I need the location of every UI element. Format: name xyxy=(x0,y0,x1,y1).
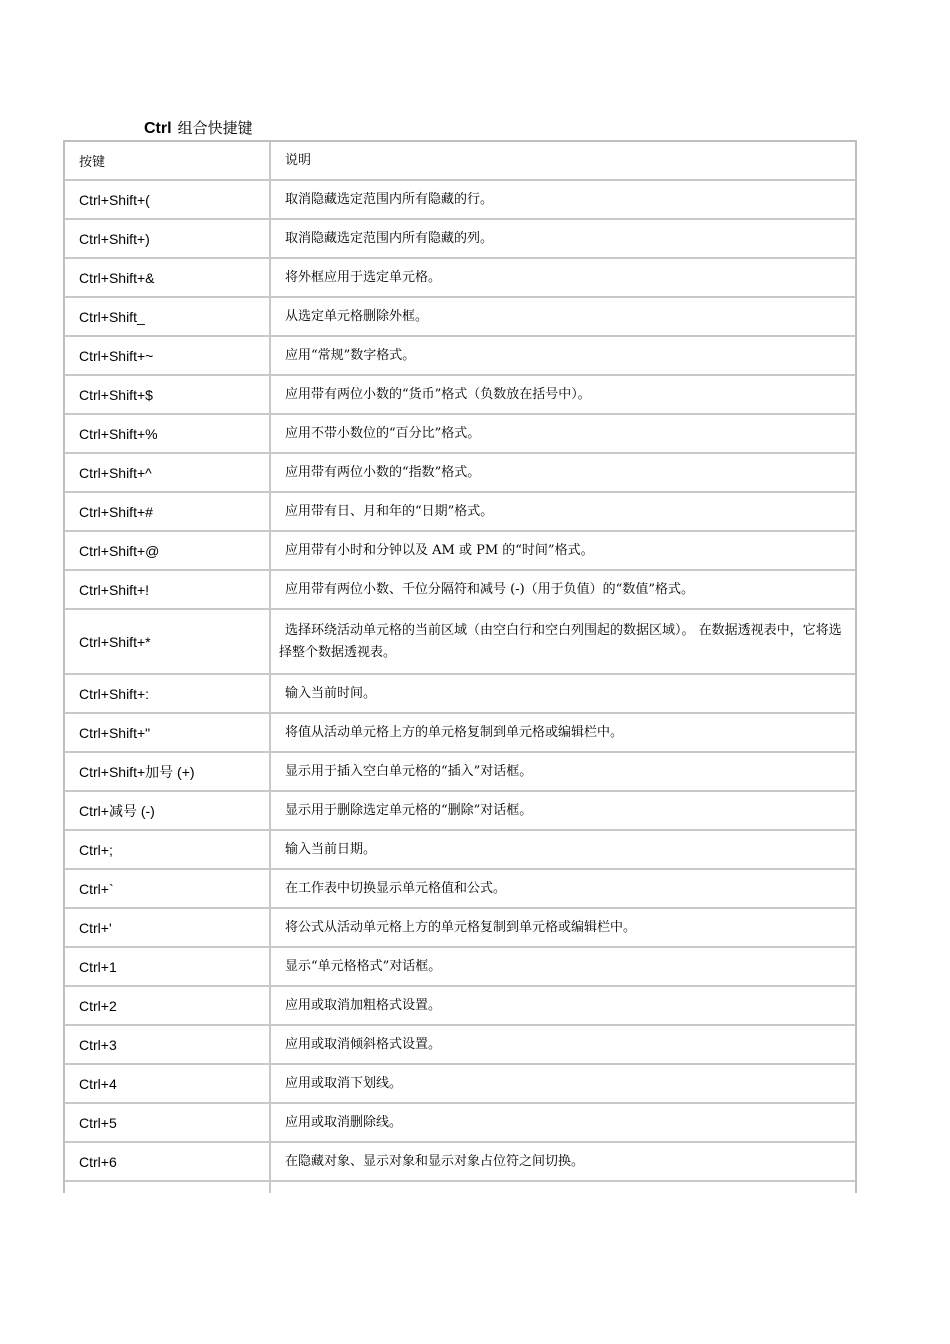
row-desc: 选择环绕活动单元格的当前区域（由空白行和空白列围起的数据区域）。 在数据透视表中，它将选择整个数据透视表。 xyxy=(271,610,855,675)
title-subtitle: 组合快捷键 xyxy=(177,119,253,137)
table-row xyxy=(65,454,855,493)
row-key: Ctrl+5 xyxy=(65,1104,271,1143)
row-desc: 应用不带小数位的“百分比”格式。 xyxy=(271,415,855,454)
title-ctrl: Ctrl xyxy=(144,120,172,137)
row-desc: 应用或取消加粗格式设置。 xyxy=(271,987,855,1026)
row-desc: 将公式从活动单元格上方的单元格复制到单元格或编辑栏中。 xyxy=(271,909,855,948)
row-desc: 应用带有小时和分钟以及 AM 或 PM 的“时间”格式。 xyxy=(271,532,855,571)
table-row xyxy=(65,714,855,753)
table-row xyxy=(65,870,855,909)
table-row xyxy=(65,1143,855,1182)
row-key: Ctrl+3 xyxy=(65,1026,271,1065)
row-desc: 将值从活动单元格上方的单元格复制到单元格或编辑栏中。 xyxy=(271,714,855,753)
shortcut-table xyxy=(63,140,857,1193)
table-row xyxy=(65,181,855,220)
row-key: Ctrl+Shift+& xyxy=(65,259,271,298)
table-row xyxy=(65,792,855,831)
row-desc-empty xyxy=(271,1182,855,1193)
table-header-row xyxy=(65,142,855,181)
table-row xyxy=(65,1104,855,1143)
row-key: Ctrl+' xyxy=(65,909,271,948)
row-key: Ctrl+Shift+) xyxy=(65,220,271,259)
row-key: Ctrl+Shift_ xyxy=(65,298,271,337)
row-key: Ctrl+Shift+@ xyxy=(65,532,271,571)
row-key: Ctrl+Shift+( xyxy=(65,181,271,220)
row-desc: 输入当前日期。 xyxy=(271,831,855,870)
table-row xyxy=(65,571,855,610)
row-desc: 应用或取消删除线。 xyxy=(271,1104,855,1143)
table-row xyxy=(65,259,855,298)
table-row-continued xyxy=(65,1182,855,1193)
table-row xyxy=(65,220,855,259)
table-row xyxy=(65,675,855,714)
row-desc: 取消隐藏选定范围内所有隐藏的行。 xyxy=(271,181,855,220)
row-key-empty xyxy=(65,1182,271,1193)
row-key: Ctrl+Shift+加号 (+) xyxy=(65,753,271,792)
row-key: Ctrl+; xyxy=(65,831,271,870)
row-desc: 在隐藏对象、显示对象和显示对象占位符之间切换。 xyxy=(271,1143,855,1182)
table-row xyxy=(65,532,855,571)
row-desc: 将外框应用于选定单元格。 xyxy=(271,259,855,298)
row-key: Ctrl+2 xyxy=(65,987,271,1026)
row-key: Ctrl+Shift+% xyxy=(65,415,271,454)
table-row xyxy=(65,753,855,792)
table-row xyxy=(65,1065,855,1104)
row-key: Ctrl+Shift+! xyxy=(65,571,271,610)
table-row xyxy=(65,610,855,675)
table-row xyxy=(65,1026,855,1065)
row-key: Ctrl+Shift+# xyxy=(65,493,271,532)
table-row xyxy=(65,948,855,987)
table-row xyxy=(65,337,855,376)
table-row xyxy=(65,376,855,415)
row-desc: 应用“常规”数字格式。 xyxy=(271,337,855,376)
row-desc: 应用带有两位小数的“货币”格式（负数放在括号中）。 xyxy=(271,376,855,415)
row-desc: 显示用于插入空白单元格的“插入”对话框。 xyxy=(271,753,855,792)
row-desc: 应用带有日、月和年的“日期”格式。 xyxy=(271,493,855,532)
header-key: 按键 xyxy=(65,142,271,181)
row-key: Ctrl+Shift+$ xyxy=(65,376,271,415)
row-key: Ctrl+Shift+* xyxy=(65,610,271,675)
row-desc: 应用或取消倾斜格式设置。 xyxy=(271,1026,855,1065)
row-desc: 应用带有两位小数的“指数”格式。 xyxy=(271,454,855,493)
row-desc: 从选定单元格删除外框。 xyxy=(271,298,855,337)
row-key: Ctrl+Shift+: xyxy=(65,675,271,714)
row-key: Ctrl+减号 (-) xyxy=(65,792,271,831)
table-row xyxy=(65,493,855,532)
header-desc: 说明 xyxy=(271,142,855,181)
row-key: Ctrl+Shift+~ xyxy=(65,337,271,376)
row-key: Ctrl+Shift+" xyxy=(65,714,271,753)
row-key: Ctrl+` xyxy=(65,870,271,909)
row-key: Ctrl+4 xyxy=(65,1065,271,1104)
table-row xyxy=(65,909,855,948)
row-desc: 在工作表中切换显示单元格值和公式。 xyxy=(271,870,855,909)
row-desc: 显示用于删除选定单元格的“删除”对话框。 xyxy=(271,792,855,831)
table-row xyxy=(65,415,855,454)
table-row xyxy=(65,831,855,870)
row-key: Ctrl+Shift+^ xyxy=(65,454,271,493)
table-row xyxy=(65,987,855,1026)
row-key: Ctrl+6 xyxy=(65,1143,271,1182)
page-title xyxy=(144,117,253,138)
row-key: Ctrl+1 xyxy=(65,948,271,987)
row-desc: 应用带有两位小数、千位分隔符和减号 (-)（用于负值）的“数值”格式。 xyxy=(271,571,855,610)
row-desc: 应用或取消下划线。 xyxy=(271,1065,855,1104)
row-desc: 取消隐藏选定范围内所有隐藏的列。 xyxy=(271,220,855,259)
table-row xyxy=(65,298,855,337)
row-desc: 显示“单元格格式”对话框。 xyxy=(271,948,855,987)
row-desc: 输入当前时间。 xyxy=(271,675,855,714)
